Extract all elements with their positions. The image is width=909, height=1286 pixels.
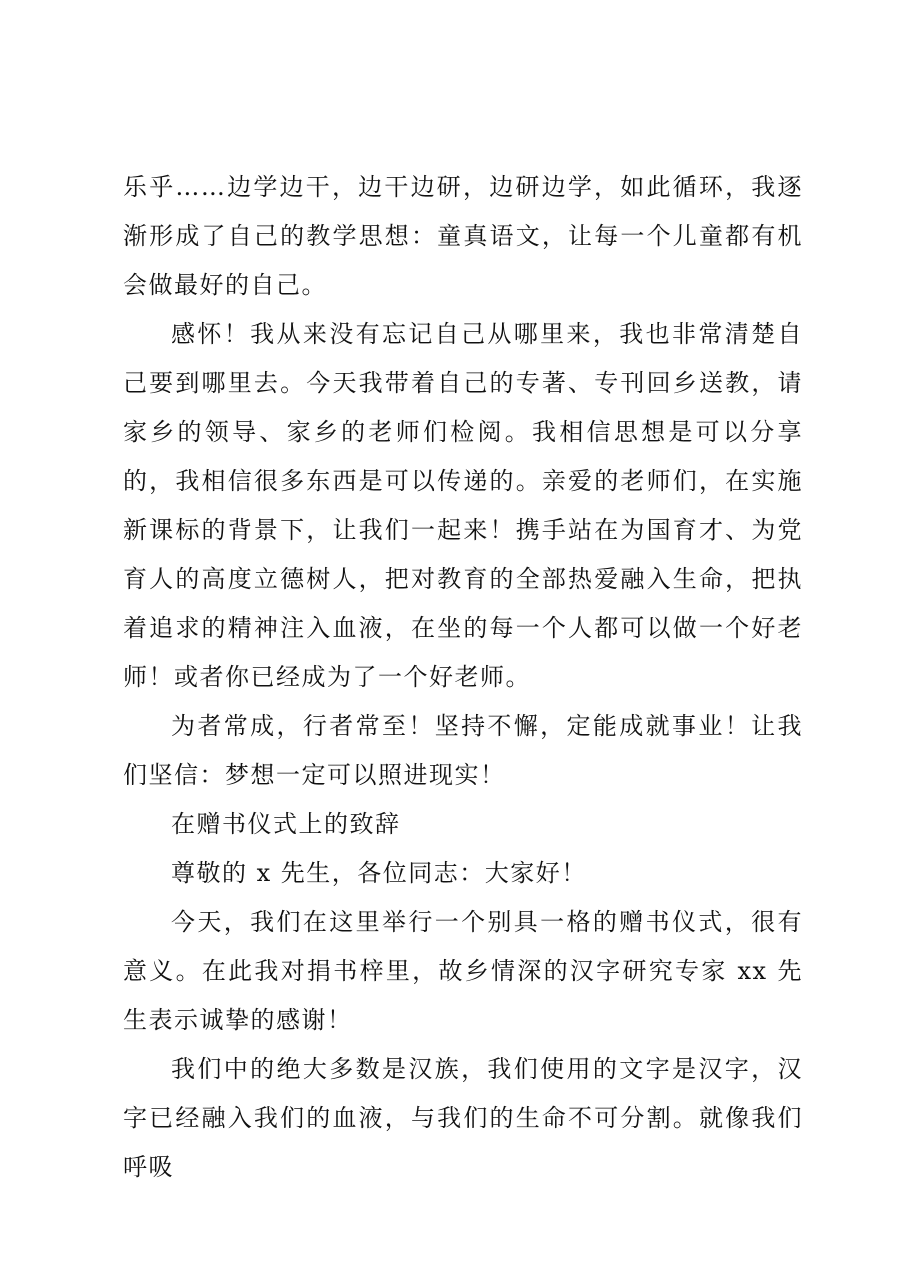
paragraph-reflection: 感怀！我从来没有忘记自己从哪里来，我也非常清楚自己要到哪里去。今天我带着自己的专著、专刊回乡送教，请家乡的领导、家乡的老师们检阅。我相信思想是可以分享的，我相信很多东西是可以传递的。亲爱的老师们，在实施新课标的背景下，让我们一起来！携手站在为国育才、为党育人的高度立德树人，把对教育的全部热爱融入生命，把执着追求的精神注入血液，在坐的每一个人都可以做一个好老师！或者你已经成为了一个好老师。 — [123, 320, 803, 691]
paragraph-ceremony-thanks: 今天，我们在这里举行一个别具一格的赠书仪式，很有意义。在此我对捐书梓里，故乡情深的汉字研究专家 xx 先生表示诚挚的感谢！ — [123, 908, 803, 1034]
section-title: 在赠书仪式上的致辞 — [171, 810, 401, 838]
document-body — [123, 163, 803, 1192]
paragraph-teaching-thought: 乐乎……边学边干，边干边研，边研边学，如此循环，我逐渐形成了自己的教学思想：童真语文，让每一个儿童都有机会做最好的自己。 — [123, 173, 803, 299]
salutation: 尊敬的 x 先生，各位同志：大家好！ — [171, 859, 587, 887]
paragraph-closing-motto: 为者常成，行者常至！坚持不懈，定能成就事业！让我们坚信：梦想一定可以照进现实！ — [123, 712, 803, 789]
paragraph-chinese-characters: 我们中的绝大多数是汉族，我们使用的文字是汉字，汉字已经融入我们的血液，与我们的生命不可分割。就像我们呼吸 — [123, 1055, 803, 1181]
